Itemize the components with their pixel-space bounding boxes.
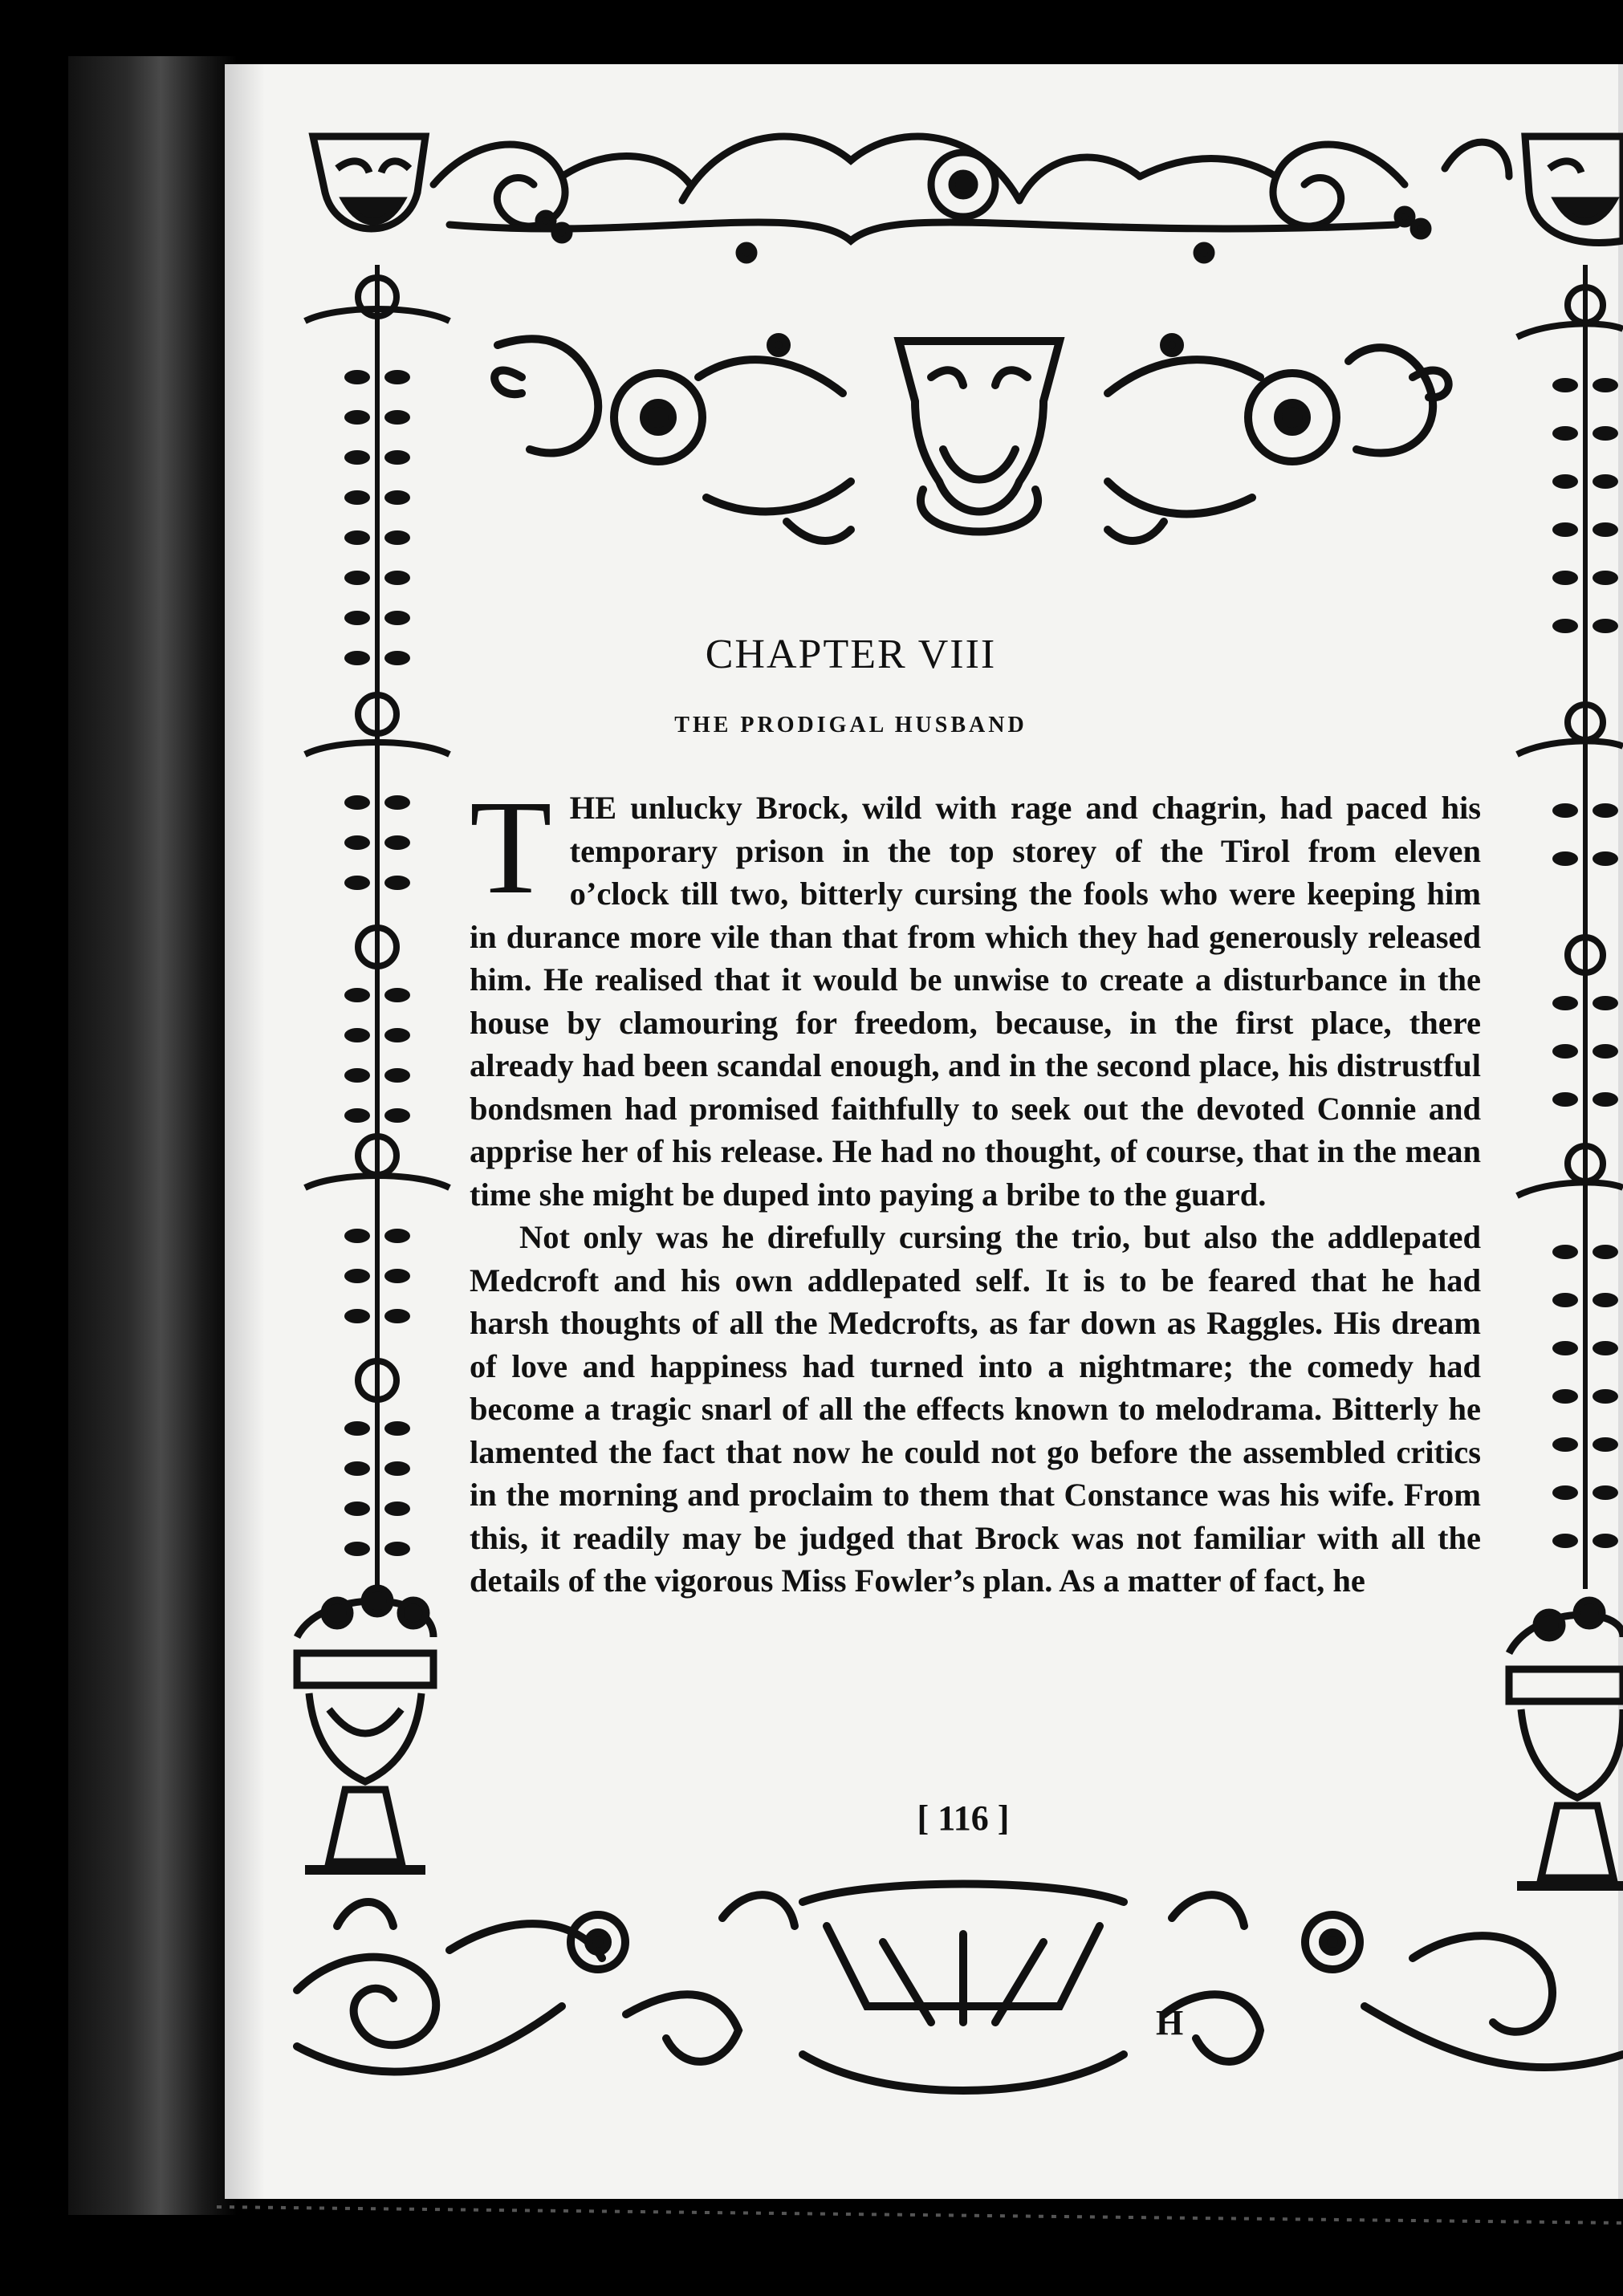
drop-cap: T xyxy=(470,773,552,922)
page-number: [ 116 ] xyxy=(917,1798,1010,1838)
chapter-title: THE PRODIGAL HUSBAND xyxy=(674,713,1027,738)
paragraph-1 xyxy=(470,773,1481,1216)
body-text xyxy=(470,773,1481,1603)
monogram-letter: H xyxy=(1156,2003,1184,2042)
paragraph-1-text: HE unlucky Brock, wild with rage and chagrin, had paced his temporary prison in the top storey of the Tirol from eleven o’clock till two, bitterly cursing the fools who were keeping him in durance more vile than that from which they had generously released him. He realised that it would be unwise to create a disturbance in the house by clamouring for freedom, because, in the first place, there already had been scandal enough, and in the second place, his distrustful bondsmen had promised faithfully to seek out the devoted Connie and apprise her of his release. He had no thought, of course, that in the mean time she might be duped into paying a bribe to the guard. xyxy=(470,790,1481,1213)
chapter-heading: CHAPTER VIII xyxy=(705,632,997,677)
paragraph-2: Not only was he direfully cursing the trio, but also the addlepated Medcroft and his own addlepated self. It is to be feared that he had harsh thoughts of all the Medcrofts, as far down as Raggles. His dream of love and happiness had turned into a nightmare; the comedy had become a tragic snarl of all the effects known to melodrama. Bitterly he lamented the fact that now he could not go before the assembled critics in the morning and proclaim to them that Constance was his wife. From this, it readily may be judged that Brock was not familiar with all the details of the vigorous Miss Fowler’s plan. As a matter of fact, he xyxy=(470,1219,1481,1599)
